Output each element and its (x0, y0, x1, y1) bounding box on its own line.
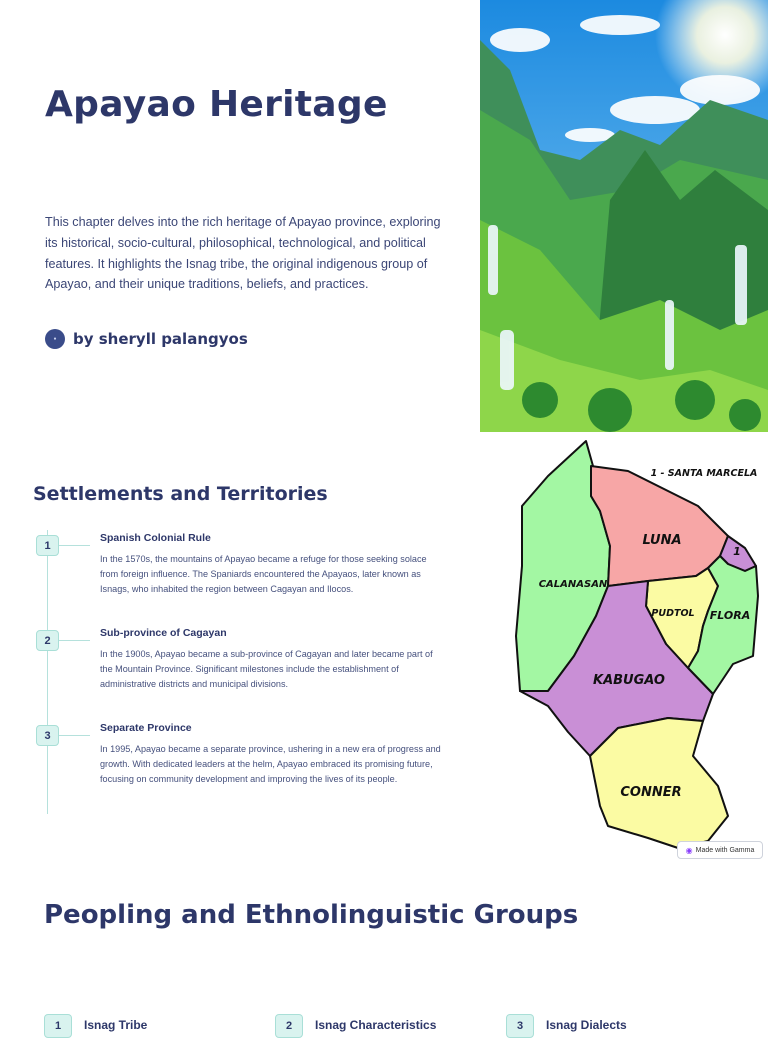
timeline-title: Sub-province of Cagayan (100, 627, 227, 639)
author-name: by sheryll palangyos (73, 330, 248, 348)
card-title: Isnag Dialects (546, 1018, 627, 1032)
timeline-number: 3 (36, 725, 59, 746)
section-title-settlements: Settlements and Territories (33, 483, 328, 505)
map-label-kabugao: KABUGAO (593, 673, 665, 688)
apayao-map (508, 436, 768, 858)
timeline-title: Spanish Colonial Rule (100, 532, 211, 544)
timeline-number: 1 (36, 535, 59, 556)
author-byline (45, 329, 248, 349)
avatar: ● (45, 329, 65, 349)
made-with-gamma-badge[interactable] (677, 841, 763, 859)
timeline-title: Separate Province (100, 722, 192, 734)
map-label-pudtol: PUDTOL (651, 608, 695, 619)
timeline-body: In the 1900s, Apayao became a sub-province of Cagayan and later became part of the Mountain Province. Significant milestones include the establishment of administrative districts and municipal divisions. (100, 649, 433, 690)
map-label-marcela: 1 (733, 545, 741, 558)
card-number: 3 (506, 1014, 534, 1038)
map-label-conner: CONNER (620, 785, 682, 800)
landscape-illustration (480, 0, 768, 432)
timeline-line (47, 530, 48, 814)
map-label-luna: LUNA (642, 533, 682, 548)
timeline-connector (59, 735, 90, 736)
municipality-map (508, 436, 768, 858)
mountain-waterfall-photo (480, 0, 768, 432)
timeline-body: In the 1570s, the mountains of Apayao became a refuge for those seeking solace from foreign influence. The Spaniards encountered the Apayaos, later known as Isnags, who inhabited the region between Cagayan and Ilocos. (100, 554, 427, 595)
section-title-peopling: Peopling and Ethnolinguistic Groups (44, 900, 579, 930)
map-label-flora: FLORA (709, 609, 751, 622)
timeline-connector (59, 640, 90, 641)
gamma-logo-icon: ◉ (685, 845, 693, 855)
map-label-calanasan: CALANASAN (538, 579, 608, 590)
intro-paragraph: This chapter delves into the rich heritage of Apayao province, exploring its historical, socio-cultural, philosophical, technological, and political features. It highlights the Isnag tribe, the original indigenous group of Apayao, and their unique traditions, beliefs, and practices. (45, 215, 441, 292)
page-title: Apayao Heritage (45, 84, 388, 125)
timeline-body: In 1995, Apayao became a separate province, ushering in a new era of progress and growth. With dedicated leaders at the helm, Apayao embraced its promising future, focusing on community development and improving the lives of its people. (100, 744, 441, 785)
card-title: Isnag Tribe (84, 1018, 148, 1032)
card-number: 1 (44, 1014, 72, 1038)
timeline-number: 2 (36, 630, 59, 651)
region-conner (590, 718, 728, 848)
card-title: Isnag Characteristics (315, 1018, 437, 1032)
timeline-connector (59, 545, 90, 546)
card-number: 2 (275, 1014, 303, 1038)
badge-label: Made with Gamma (695, 846, 755, 854)
map-legend: 1 - SANTA MARCELA (650, 468, 758, 479)
